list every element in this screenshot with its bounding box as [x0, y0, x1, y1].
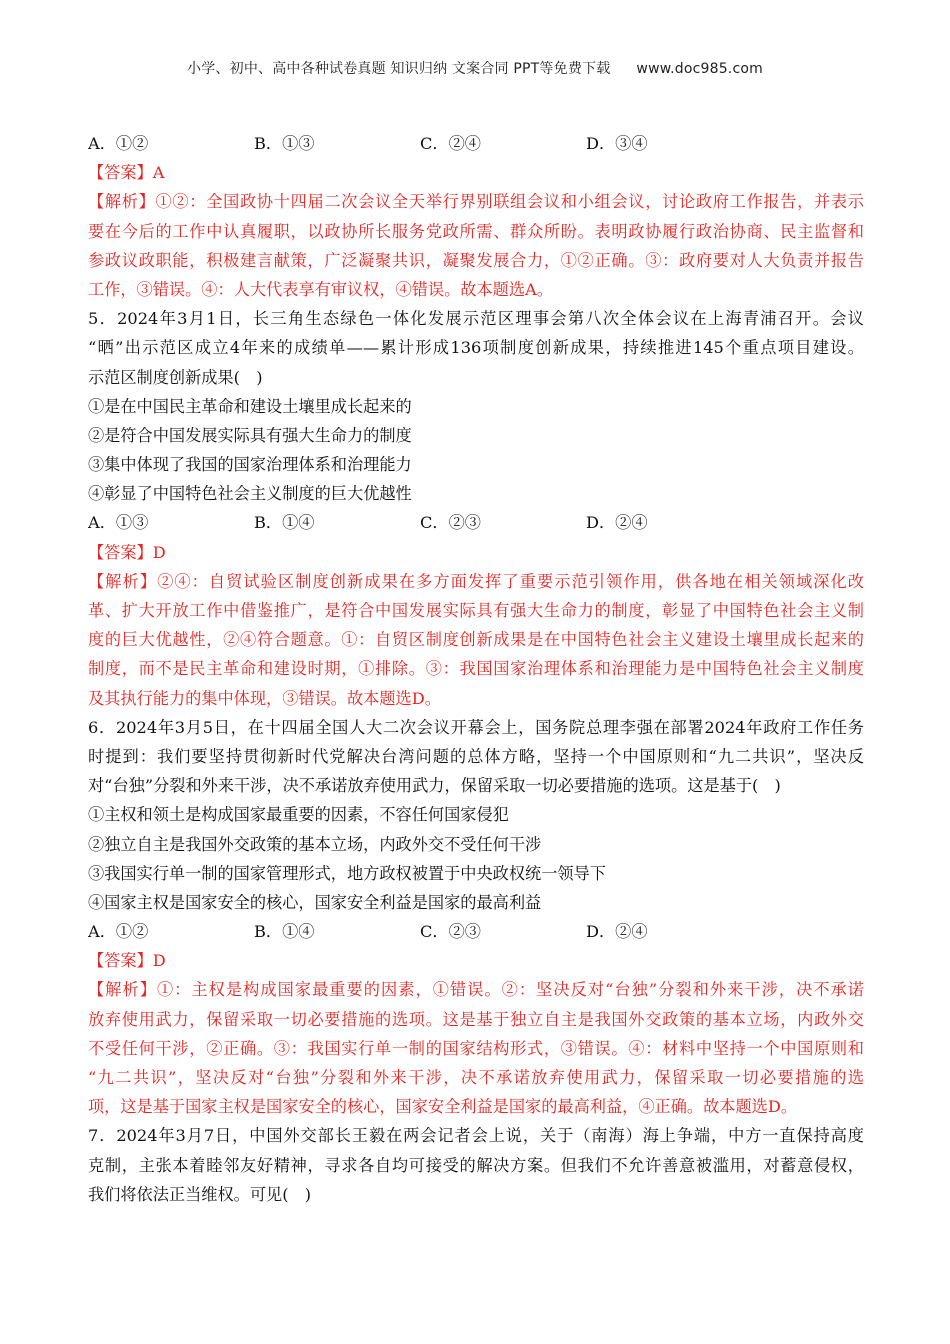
- q6-options: [88, 917, 864, 946]
- q5-analysis-line: 【解析】②④：自贸试验区制度创新成果在多方面发挥了重要示范引领作用，供各地在相关领域深化改: [88, 571, 864, 591]
- q6-analysis-line: 不受任何干涉，②正确。③：我国实行单一制的国家结构形式，③错误。④：材料中坚持一个中国原则和: [88, 1038, 864, 1058]
- q6-option-c: C．②③: [420, 922, 481, 942]
- q5-stem-line: “晒”出示范区成立4年来的成绩单——累计形成136项制度创新成果，持续推进145个重点项目建设。: [88, 338, 864, 358]
- q4-analysis-line: 参政议政职能，积极建言献策，广泛凝聚共识，凝聚发展合力，①②正确。③：政府要对人大负责并报告: [88, 250, 864, 270]
- q4-option-c: C．②④: [420, 134, 481, 153]
- q5-item: ③集中体现了我国的国家治理体系和治理能力: [88, 455, 412, 475]
- q6-stem-line: 时提到：我们要坚持贯彻新时代党解决台湾问题的总体方略，坚持一个中国原则和“九二共识”，坚决反: [88, 746, 864, 766]
- q6-analysis-line: 【解析】①：主权是构成国家最重要的因素，①错误。②：坚决反对“台独”分裂和外来干涉，决不承诺: [88, 980, 864, 1000]
- q5-analysis-line: 制度，而不是民主革命和建设时期，①排除。③：我国国家治理体系和治理能力是中国特色社会主义制度: [88, 659, 864, 679]
- q6-stem-line: 对“台独”分裂和外来干涉，决不承诺放弃使用武力，保留采取一切必要措施的选项。这是基于( ): [88, 776, 781, 796]
- q4-option-a: A．①②: [88, 134, 149, 153]
- document-body: [88, 129, 864, 1209]
- q5-analysis-line: 度的巨大优越性，②④符合题意。①：自贸区制度创新成果是在中国特色社会主义建设土壤里成长起来的: [88, 630, 864, 650]
- q4-analysis-line: 工作，③错误。④：人大代表享有审议权，④错误。故本题选A。: [88, 279, 553, 299]
- q4-analysis-line: 【解析】①②：全国政协十四届二次会议全天举行界别联组会议和小组会议，讨论政府工作报告，并表示: [88, 192, 864, 212]
- q4-option-d: D．③④: [586, 134, 648, 153]
- q6-item: ④国家主权是国家安全的核心，国家安全利益是国家的最高利益: [88, 892, 542, 912]
- q7-stem-line: 7．2024年3月7日，中国外交部长王毅在两会记者会上说，关于（南海）海上争端，中方一直保持高度: [88, 1126, 864, 1146]
- q6-option-a: A．①②: [88, 922, 149, 942]
- q4-options: [88, 129, 864, 158]
- q7-stem-line: 我们将依法正当维权。可见( ): [88, 1184, 312, 1204]
- q5-item: ②是符合中国发展实际具有强大生命力的制度: [88, 425, 412, 445]
- q5-answer: 【答案】D: [88, 542, 166, 562]
- page-header: [0, 58, 950, 78]
- q6-item: ①主权和领土是构成国家最重要的因素，不容任何国家侵犯: [88, 805, 509, 825]
- q5-item: ④彰显了中国特色社会主义制度的巨大优越性: [88, 484, 412, 504]
- q6-item: ③我国实行单一制的国家管理形式，地方政权被置于中央政权统一领导下: [88, 863, 606, 883]
- q6-option-b: B．①④: [254, 922, 315, 942]
- q4-option-b: B．①③: [254, 134, 315, 153]
- q6-analysis-line: 项，这是基于国家主权是国家安全的核心，国家安全利益是国家的最高利益，④正确。故本题选D。: [88, 1097, 798, 1117]
- q6-item: ②独立自主是我国外交政策的基本立场，内政外交不受任何干涉: [88, 834, 542, 854]
- q5-option-b: B．①④: [254, 513, 315, 533]
- q6-answer: 【答案】D: [88, 951, 166, 971]
- header-text: 小学、初中、高中各种试卷真题 知识归纳 文案合同 PPT等免费下载: [187, 61, 611, 77]
- q5-option-d: D．②④: [586, 513, 648, 533]
- q5-option-c: C．②③: [420, 513, 481, 533]
- q6-analysis-line: 放弃使用武力，保留采取一切必要措施的选项。这是基于独立自主是我国外交政策的基本立场，内政外交: [88, 1009, 864, 1029]
- q5-analysis-line: 革、扩大开放工作中借鉴推广，是符合中国发展实际具有强大生命力的制度，彰显了中国特色社会主义制: [88, 601, 864, 620]
- header-url: www.doc985.com: [636, 61, 763, 77]
- q4-analysis-line: 要在今后的工作中认真履职，以政协所长服务党政所需、群众所盼。表明政协履行政治协商、民主监督和: [88, 221, 864, 241]
- q5-item: ①是在中国民主革命和建设土壤里成长起来的: [88, 396, 412, 416]
- q5-analysis-line: 及其执行能力的集中体现，③错误。故本题选D。: [88, 688, 441, 708]
- q4-answer: 【答案】A: [88, 163, 165, 183]
- q7-stem-line: 克制，主张本着睦邻友好精神，寻求各自均可接受的解决方案。但我们不允许善意被滥用，对蓄意侵权，: [88, 1155, 864, 1175]
- q6-analysis-line: “九二共识”，坚决反对“台独”分裂和外来干涉，决不承诺放弃使用武力，保留采取一切必要措施的选: [88, 1068, 864, 1087]
- q6-option-d: D．②④: [586, 922, 648, 942]
- q5-stem-line: 示范区制度创新成果( ): [88, 367, 263, 387]
- q5-options: [88, 508, 864, 537]
- q5-stem-line: 5．2024年3月1日，长三角生态绿色一体化发展示范区理事会第八次全体会议在上海青浦召开。会议: [88, 309, 864, 329]
- q5-option-a: A．①③: [88, 513, 149, 533]
- q6-stem-line: 6．2024年3月5日，在十四届全国人大二次会议开幕会上，国务院总理李强在部署2024年政府工作任务: [88, 717, 864, 737]
